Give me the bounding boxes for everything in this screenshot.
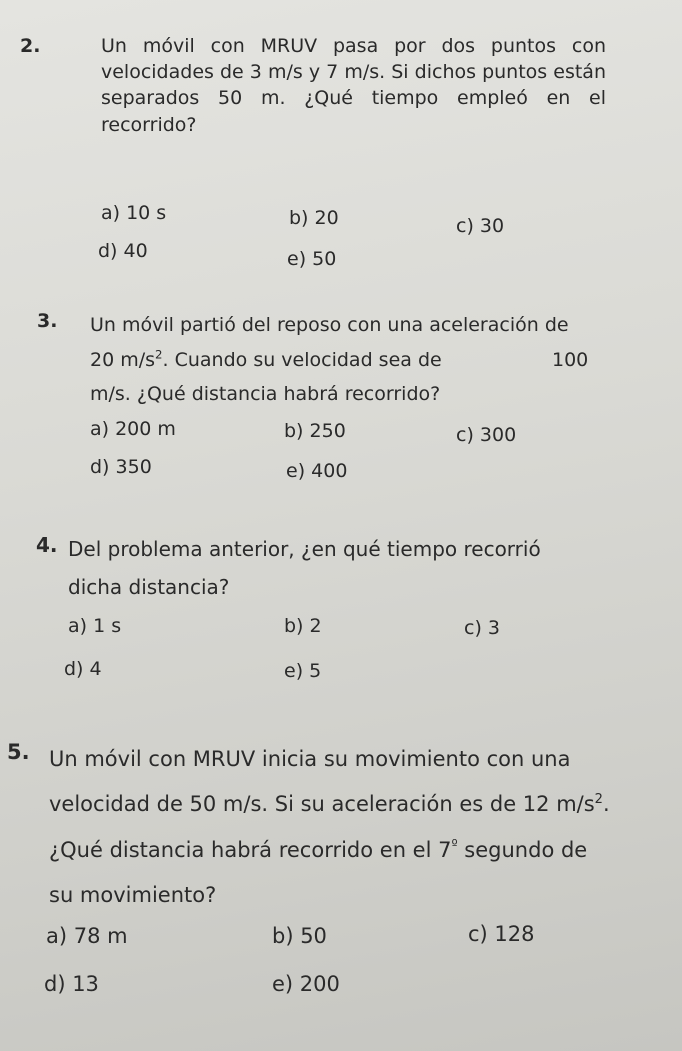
statement-text: . Cuando su velocidad sea de — [162, 348, 442, 371]
option-d[interactable]: d) 40 — [98, 240, 148, 262]
statement-line — [90, 343, 590, 378]
velocity-value: 100 — [552, 348, 589, 371]
ordinal-mark: º — [451, 837, 458, 853]
statement-text: velocidad de 50 m/s. Si su aceleración es de 12 m/s — [49, 792, 595, 817]
statement-line — [49, 828, 629, 873]
statement-line: m/s. ¿Qué distancia habrá recorrido? — [90, 383, 441, 406]
statement-line: separados 50 m. ¿Qué tiempo empleó en el — [101, 87, 606, 110]
option-a[interactable]: a) 78 m — [46, 924, 128, 948]
statement-line: Un móvil con MRUV pasa por dos puntos con — [101, 35, 606, 57]
option-e[interactable]: e) 400 — [286, 460, 348, 482]
statement-line: Un móvil con MRUV inicia su movimiento con una — [49, 747, 571, 771]
statement-text: ¿Qué distancia habrá recorrido en el 7 — [49, 837, 452, 862]
option-c[interactable]: c) 3 — [464, 617, 500, 639]
statement-line: recorrido? — [101, 113, 197, 136]
option-a[interactable]: a) 10 s — [101, 202, 167, 224]
problem-statement — [101, 33, 606, 138]
option-d[interactable]: d) 4 — [64, 658, 102, 680]
option-e[interactable]: e) 50 — [287, 248, 337, 270]
acceleration-value: 20 m/s — [90, 348, 156, 371]
option-a[interactable]: a) 200 m — [90, 418, 176, 440]
statement-line: dicha distancia? — [68, 575, 230, 599]
option-c[interactable]: c) 128 — [468, 922, 535, 946]
option-b[interactable]: b) 50 — [272, 924, 327, 948]
exponent: 2 — [594, 792, 603, 808]
problem-statement — [90, 308, 590, 412]
exponent: 2 — [155, 347, 163, 362]
statement-line: Un móvil partió del reposo con una aceleración de — [90, 314, 569, 336]
statement-text: . — [602, 792, 610, 817]
option-b[interactable]: b) 250 — [284, 420, 346, 442]
problem-number: 4. — [36, 533, 58, 557]
option-b[interactable]: b) 2 — [284, 615, 322, 637]
problem-number: 3. — [37, 310, 58, 332]
problem-statement — [49, 737, 629, 918]
option-c[interactable]: c) 30 — [456, 215, 505, 237]
problem-number: 2. — [20, 35, 41, 57]
option-c[interactable]: c) 300 — [456, 424, 517, 446]
option-d[interactable]: d) 350 — [90, 456, 152, 478]
statement-line: su movimiento? — [49, 883, 217, 908]
option-a[interactable]: a) 1 s — [68, 615, 122, 637]
statement-line: Del problema anterior, ¿en qué tiempo recorrió — [68, 537, 541, 561]
option-d[interactable]: d) 13 — [44, 972, 99, 996]
statement-text: segundo de — [457, 837, 588, 862]
statement-line: velocidades de 3 m/s y 7 m/s. Si dichos puntos están — [101, 61, 606, 84]
statement-line — [49, 782, 629, 827]
problem-statement — [68, 530, 608, 606]
option-e[interactable]: e) 200 — [272, 972, 340, 996]
problem-number: 5. — [7, 740, 30, 764]
option-b[interactable]: b) 20 — [289, 207, 339, 229]
option-e[interactable]: e) 5 — [284, 660, 322, 682]
